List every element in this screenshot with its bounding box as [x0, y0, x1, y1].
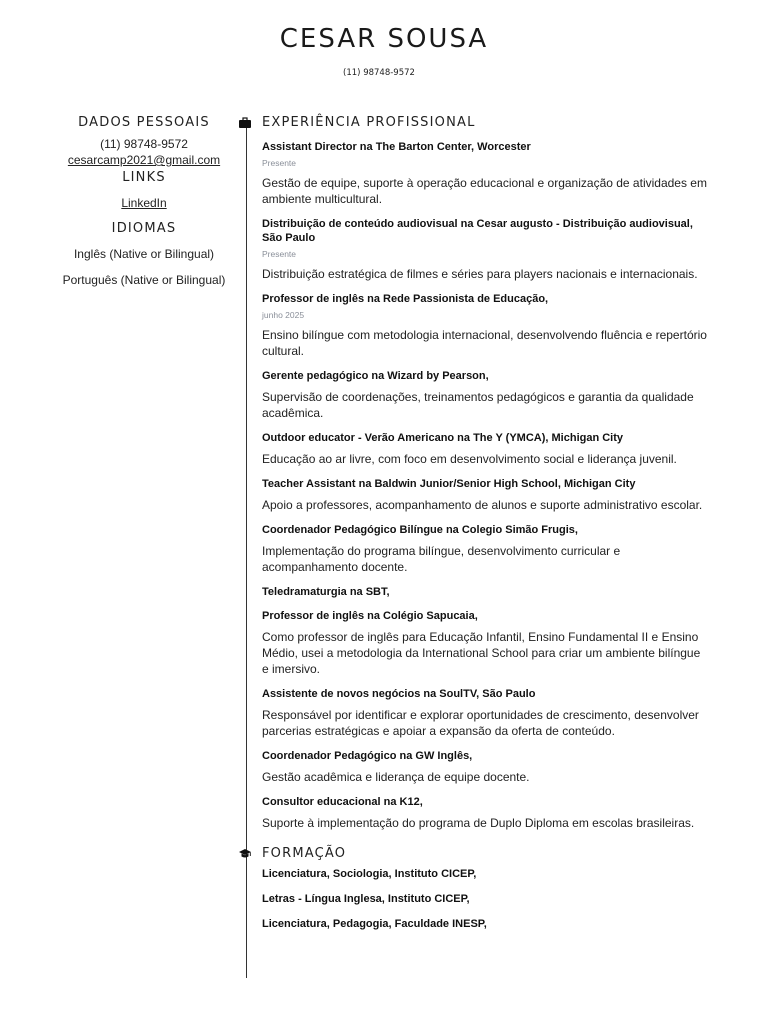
- experience-item: [262, 795, 710, 831]
- job-title: Teledramaturgia na SBT,: [262, 586, 390, 598]
- job-title: Assistant Director na The Barton Center, Worcester: [262, 141, 531, 153]
- experience-heading: EXPERIÊNCIA PROFISSIONAL: [262, 115, 476, 130]
- briefcase-icon: [238, 116, 252, 130]
- education-list: [262, 867, 710, 931]
- job-title: Outdoor educator - Verão Americano na The Y (YMCA), Michigan City: [262, 432, 624, 444]
- job-title: Professor de inglês na Colégio Sapucaia,: [262, 610, 478, 622]
- job-description: Como professor de inglês para Educação Infantil, Ensino Fundamental II e Ensino Médio, usei a metodologia da International School para criar um ambiente bilíngue e imersivo.: [262, 630, 701, 676]
- job-title: Consultor educacional na K12,: [262, 796, 423, 808]
- job-description: Implementação do programa bilíngue, desenvolvimento curricular e acompanhamento docente.: [262, 544, 621, 574]
- links-heading: LINKS: [122, 170, 166, 185]
- education-heading: FORMAÇÃO: [262, 846, 347, 861]
- job-title: Distribuição de conteúdo audiovisual na Cesar augusto - Distribuição audiovisual, São Paulo: [262, 218, 693, 244]
- experience-item: [262, 749, 710, 785]
- education-section-header: [262, 845, 710, 865]
- job-date: Presente: [262, 158, 297, 168]
- header-phone: (11) 98748-9572: [343, 68, 415, 78]
- experience-item: [262, 217, 710, 282]
- experience-section-header: [262, 114, 710, 134]
- job-title: Professor de inglês na Rede Passionista de Educação,: [262, 293, 549, 305]
- experience-item: [262, 477, 710, 513]
- experience-item: [262, 585, 710, 599]
- experience-item: [262, 431, 710, 467]
- languages-heading: IDIOMAS: [111, 221, 177, 236]
- personal-data-heading: DADOS PESSOAIS: [78, 115, 210, 130]
- education-item: Licenciatura, Sociologia, Instituto CICEP,: [262, 868, 477, 880]
- job-date: junho 2025: [262, 310, 305, 320]
- job-description: Educação ao ar livre, com foco em desenvolvimento social e liderança juvenil.: [262, 452, 677, 466]
- education-item: Letras - Língua Inglesa, Instituto CICEP,: [262, 893, 470, 905]
- experience-item: [262, 140, 710, 207]
- experience-item: [262, 292, 710, 359]
- experience-item: [262, 687, 710, 739]
- left-column: [40, 115, 248, 288]
- job-description: Responsável por identificar e explorar oportunidades de crescimento, desenvolver parcerias estratégicas e apoiar a expansão da oferta de conteúdo.: [262, 708, 699, 738]
- job-description: Suporte à implementação do programa de Duplo Diploma em escolas brasileiras.: [262, 816, 695, 830]
- job-title: Coordenador Pedagógico Bilíngue na Colegio Simão Frugis,: [262, 524, 578, 536]
- job-date: Presente: [262, 249, 297, 259]
- job-description: Apoio a professores, acompanhamento de alunos e suporte administrativo escolar.: [262, 498, 703, 512]
- experience-item: [262, 523, 710, 575]
- language-item: Português (Native or Bilingual): [62, 273, 226, 287]
- language-item: Inglês (Native or Bilingual): [73, 247, 215, 261]
- contact-email-link[interactable]: cesarcamp2021@gmail.com: [67, 153, 221, 167]
- job-title: Assistente de novos negócios na SoulTV, São Paulo: [262, 688, 536, 700]
- right-column: [262, 114, 710, 942]
- job-description: Supervisão de coordenações, treinamentos pedagógicos e garantia da qualidade acadêmica.: [262, 390, 694, 420]
- experience-item: [262, 369, 710, 421]
- graduation-cap-icon: [238, 847, 252, 861]
- job-description: Ensino bilíngue com metodologia internacional, desenvolvendo fluência e repertório cultural.: [262, 328, 707, 358]
- job-title: Teacher Assistant na Baldwin Junior/Senior High School, Michigan City: [262, 478, 636, 490]
- job-description: Gestão acadêmica e liderança de equipe docente.: [262, 770, 530, 784]
- linkedin-link[interactable]: LinkedIn: [121, 196, 167, 210]
- experience-item: [262, 609, 710, 677]
- contact-phone: (11) 98748-9572: [100, 137, 188, 151]
- job-title: Coordenador Pedagógico na GW Inglês,: [262, 750, 473, 762]
- education-item: Licenciatura, Pedagogia, Faculdade INESP,: [262, 918, 487, 930]
- candidate-name: CESAR SOUSA: [279, 24, 489, 54]
- job-description: Distribuição estratégica de filmes e séries para players nacionais e internacionais.: [262, 267, 698, 281]
- job-title: Gerente pedagógico na Wizard by Pearson,: [262, 370, 489, 382]
- job-description: Gestão de equipe, suporte à operação educacional e organização de atividades em ambiente multicultural.: [262, 176, 707, 206]
